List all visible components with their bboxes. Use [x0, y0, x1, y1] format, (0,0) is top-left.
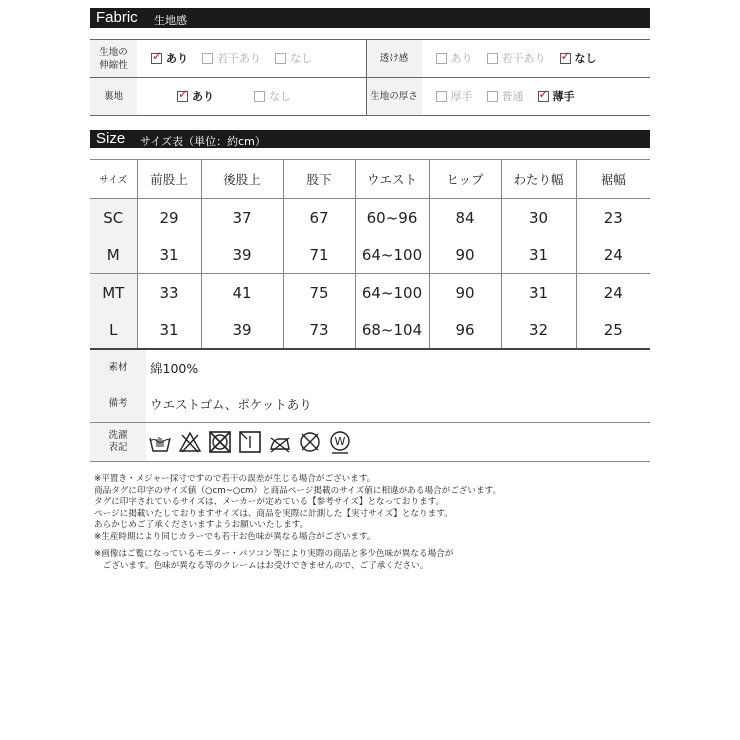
size-value-cell: 31	[137, 236, 201, 274]
wash-icons	[146, 423, 650, 462]
fabric-label	[366, 40, 422, 78]
size-value-cell: 31	[137, 311, 201, 349]
size-value-cell: 23	[603, 208, 623, 227]
hand-wash-icon	[148, 430, 172, 454]
size-value-cell: 39	[201, 311, 283, 349]
note-line: タグに印字されているサイズは、メーカーが定めている【参考サイズ】となっております。	[94, 497, 445, 507]
remarks-row	[90, 386, 650, 423]
fabric-option	[487, 50, 546, 66]
size-name-cell: L	[90, 311, 137, 349]
size-row	[90, 236, 650, 274]
size-value-cell: 32	[501, 311, 576, 349]
fabric-option	[436, 88, 473, 104]
wash-label-text: 洗濯 表記	[108, 430, 128, 453]
fabric-label-text: 生地の厚さ	[370, 91, 418, 102]
size-value-cell: 60~96	[355, 199, 429, 237]
material-value: 綿100%	[150, 361, 199, 376]
fabric-option	[275, 50, 312, 66]
size-header-cell: 前股上	[137, 160, 201, 199]
note-line: ※平置き・メジャー採寸ですので若干の誤差が生じる場合がございます。	[94, 474, 376, 484]
size-value-cell: 31	[501, 236, 576, 274]
unchecked-checkbox	[436, 53, 447, 64]
fabric-option	[151, 50, 188, 66]
fabric-label-text: 伸縮性	[99, 59, 128, 71]
size-row	[90, 199, 650, 237]
size-value-cell: 71	[283, 236, 355, 274]
material-label: 素材	[90, 350, 146, 386]
size-value-cell: 25	[576, 311, 650, 349]
fabric-option-label: なし	[290, 52, 312, 66]
fabric-option-label: 若干あり	[217, 52, 261, 66]
material-row	[90, 350, 650, 386]
size-header-cell: サイズ	[90, 160, 137, 199]
fabric-option	[538, 88, 575, 104]
no-tumble-dry-icon	[208, 430, 232, 454]
info-table	[90, 350, 650, 462]
fabric-option-label: あり	[450, 52, 473, 66]
fabric-option-label: あり	[166, 52, 188, 66]
fabric-option	[560, 50, 597, 66]
fabric-label-text: 裏地	[103, 91, 123, 102]
fabric-label-text: 透け感	[379, 53, 409, 64]
checked-checkbox	[538, 91, 549, 102]
size-section-header	[90, 130, 650, 148]
size-value-cell: 96	[429, 311, 501, 349]
size-title: Size	[96, 130, 126, 147]
size-value-cell: 90	[429, 274, 501, 312]
size-name-cell: SC	[90, 199, 137, 237]
size-header-cell: わたり幅	[501, 160, 576, 199]
size-header-cell: 裾幅	[576, 160, 650, 199]
checked-checkbox	[560, 53, 571, 64]
unchecked-checkbox	[275, 53, 286, 64]
size-value-cell: 64~100	[355, 236, 429, 274]
fabric-label-text: 生地の	[99, 46, 128, 58]
fabric-option	[487, 88, 524, 104]
size-value-cell: 67	[283, 199, 355, 237]
size-value-cell: 90	[429, 236, 501, 274]
note-line: ページに掲載いたしておりますサイズは、商品を実際に計測した【実寸サイズ】となります。	[94, 508, 453, 519]
size-name-cell: MT	[90, 274, 137, 312]
size-table	[90, 159, 650, 350]
size-subtitle: サイズ表（単位：約cm）	[140, 135, 266, 148]
fabric-label	[366, 78, 422, 116]
size-value-cell: 24	[603, 283, 623, 302]
size-value-cell: 41	[201, 274, 283, 312]
fabric-option-label: 薄手	[552, 90, 575, 104]
size-value-cell: 84	[429, 199, 501, 237]
fabric-option-label: なし	[269, 90, 291, 104]
size-header-cell: ヒップ	[429, 160, 501, 199]
fabric-row	[90, 40, 650, 78]
notes	[94, 474, 654, 572]
size-header-cell: ウエスト	[355, 160, 429, 199]
unchecked-checkbox	[436, 91, 447, 102]
wet-clean-icon	[328, 430, 352, 454]
size-value-cell: 68~104	[355, 311, 429, 349]
size-value-cell: 64~100	[355, 274, 429, 312]
fabric-table	[90, 39, 650, 116]
remarks-value: ウエストゴム、ポケットあり	[150, 397, 312, 412]
note-line: ございます。色味が異なる等のクレームはお受けできませんので、ご了承ください。	[94, 560, 429, 571]
fabric-title: Fabric	[96, 9, 138, 26]
size-value-cell: 30	[501, 199, 576, 237]
svg-text:W: W	[334, 435, 346, 448]
fabric-subtitle: 生地感	[154, 14, 187, 27]
fabric-options	[137, 40, 366, 78]
size-name-cell: M	[90, 236, 137, 274]
remarks-label: 備考	[90, 386, 146, 423]
size-row	[90, 311, 650, 349]
fabric-option	[202, 50, 261, 66]
size-header-cell: 後股上	[201, 160, 283, 199]
size-value-cell: 75	[283, 274, 355, 312]
checked-checkbox	[177, 91, 188, 102]
fabric-option	[254, 88, 291, 104]
fabric-label	[90, 78, 137, 116]
size-row	[90, 274, 650, 312]
fabric-row	[90, 78, 650, 116]
fabric-section-header	[90, 8, 650, 28]
checked-checkbox	[151, 53, 162, 64]
size-value-cell: 73	[283, 311, 355, 349]
fabric-option	[177, 88, 214, 104]
size-header-cell: 股下	[283, 160, 355, 199]
unchecked-checkbox	[202, 53, 213, 64]
fabric-option-label: なし	[574, 52, 597, 66]
fabric-option-label: 若干あり	[501, 52, 546, 66]
note-line: ※画像はご覧になっているモニター・パソコン等により実際の商品と多少色味が異なる場合が	[94, 549, 454, 559]
fabric-option-label: 厚手	[450, 90, 473, 104]
note-line: 商品タグに印字のサイズ値（○cm~○cm）と商品ページ掲載のサイズ値に相違がある場合がございます。	[94, 485, 502, 496]
size-value-cell: 33	[137, 274, 201, 312]
size-value-cell: 29	[137, 199, 201, 237]
wash-label	[90, 423, 146, 462]
fabric-options	[422, 78, 650, 116]
size-value-cell: 24	[576, 236, 650, 274]
fabric-option	[436, 50, 473, 66]
fabric-options	[422, 40, 650, 78]
fabric-label	[90, 40, 137, 78]
fabric-option-label: 普通	[501, 90, 524, 104]
size-value-cell: 37	[201, 199, 283, 237]
line-dry-shade-icon	[238, 430, 262, 454]
unchecked-checkbox	[487, 91, 498, 102]
unchecked-checkbox	[254, 91, 265, 102]
unchecked-checkbox	[487, 53, 498, 64]
note-line: ※生産時期により同じカラーでも若干お色味が異なる場合がございます。	[94, 531, 376, 542]
fabric-option-label: あり	[192, 90, 214, 104]
note-line: あらかじめご了承くださいますようお願いいたします。	[94, 520, 309, 530]
iron-low-icon	[268, 430, 292, 454]
fabric-options	[137, 78, 366, 116]
no-bleach-icon	[178, 430, 202, 454]
size-value-cell: 31	[501, 274, 576, 312]
size-value-cell: 39	[201, 236, 283, 274]
wash-row	[90, 423, 650, 462]
size-header-row	[90, 160, 650, 199]
no-dry-clean-icon	[298, 430, 322, 454]
